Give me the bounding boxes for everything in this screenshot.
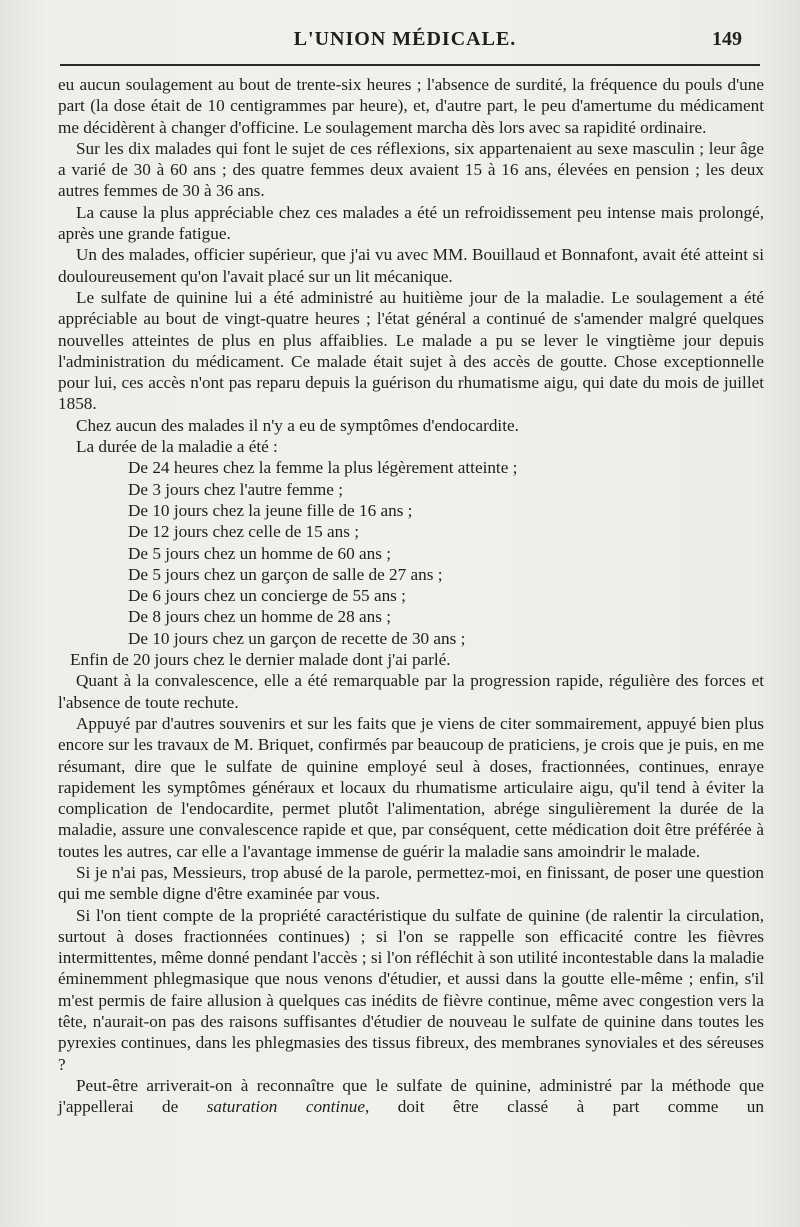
- durations-last-line: Enfin de 20 jours chez le dernier malade dont j'ai parlé.: [70, 650, 451, 670]
- paragraph: Sur les dix malades qui font le sujet de ces réflexions, six appartenaient au sexe masculin ; leur âge a varié de 30 à 60 ans ; des quatre femmes deux avaient 15 à 16 ans, élevées en pension ; les deux autres femmes de 30 à 36 ans.: [58, 138, 764, 201]
- duration-item: De 8 jours chez un homme de 28 ans ;: [128, 607, 391, 627]
- header-rule: [60, 64, 760, 66]
- duration-item: De 12 jours chez celle de 15 ans ;: [128, 522, 359, 542]
- duration-item: De 24 heures chez la femme la plus légèrement atteinte ;: [128, 458, 518, 478]
- page-number: 149: [712, 28, 742, 50]
- paragraph: Un des malades, officier supérieur, que j'ai vu avec MM. Bouillaud et Bonnafont, avait été atteint si douloureusement qu'on l'avait placé sur un lit mécanique.: [58, 245, 764, 286]
- final-text-emphasis: saturation continue: [206, 1097, 366, 1117]
- duration-item: De 10 jours chez la jeune fille de 16 ans ;: [128, 500, 413, 520]
- paragraphs-after: [58, 670, 764, 1075]
- paragraph: La cause la plus appréciable chez ces malades a été un refroidissement peu intense mais prolongé, après une grande fatigue.: [58, 202, 764, 244]
- paragraphs-before: [58, 74, 764, 457]
- paragraph: Appuyé par d'autres souvenirs et sur les faits que je viens de citer sommairement, appuyé bien plus encore sur les travaux de M. Briquet, confirmés par beaucoup de praticiens, je crois que je puis, en me résumant, dire que le sulfate de quinine employé seul à doses, fractionnées, continues, enraye rapidement les symptômes généraux et locaux du rhumatisme articulaire aigu, qu'il tend à éviter la complication de l'endocardite, permet plutôt l'alimentation, abrége singulièrement la durée de la maladie, assure une convalescence rapide et que, par conséquent, cette médication doit être préférée à toutes les autres, car elle a l'avantage immense de guérir la maladie sans amoindrir le malade.: [58, 713, 764, 861]
- final-paragraph: [58, 1075, 764, 1118]
- duration-item: De 5 jours chez un garçon de salle de 27 ans ;: [128, 564, 443, 584]
- final-text-after: , doit être classé à part comme un: [365, 1097, 764, 1117]
- final-text-before: Peut-être arriverait-on à reconnaître que le sulfate de quinine, administré par la méthode que j'appellerai de: [58, 1075, 764, 1117]
- duration-item: De 3 jours chez l'autre femme ;: [128, 479, 343, 499]
- page-header: [60, 28, 750, 56]
- paragraph: Si l'on tient compte de la propriété caractéristique du sulfate de quinine (de ralentir la circulation, surtout à doses fractionnées continues) ; si l'on se rappelle son efficacité contre les fièvres intermittentes, même donné pendant l'accès ; si l'on réfléchit à son utilité incontestable dans la maladie éminemment phlegmasique que nous venons d'étudier, et aussi dans la goutte elle-même ; enfin, s'il m'est permis de faire allusion à quelques cas inédits de fièvre continue, même avec congestion vers la tête, n'aurait-on pas des raisons suffisantes d'étudier de nouveau le sulfate de quinine dans toutes les pyrexies continues, dans les phlegmasies des tissus fibreux, des membranes synoviales et des séreuses ?: [58, 905, 764, 1074]
- running-title: L'UNION MÉDICALE.: [293, 28, 517, 50]
- duration-item: De 6 jours chez un concierge de 55 ans ;: [128, 586, 406, 606]
- duration-item: De 5 jours chez un homme de 60 ans ;: [128, 543, 391, 563]
- body-text: [58, 74, 764, 1118]
- paragraph: Le sulfate de quinine lui a été administré au huitième jour de la maladie. Le soulagement a été appréciable au bout de vingt-quatre heures ; l'état général a continué de s'amender malgré quelques nouvelles atteintes de plus en plus affaiblies. Le malade a pu se lever le vingtième jour depuis l'administration du médicament. Ce malade était sujet à des accès de goutte. Chose exceptionnelle pour lui, ces accès n'ont pas reparu depuis la guérison du rhumatisme aigu, qui date du mois de juillet 1858.: [58, 287, 764, 414]
- paragraph: eu aucun soulagement au bout de trente-six heures ; l'absence de surdité, la fréquence du pouls d'une part (la dose était de 10 centigrammes par heure), et, d'autre part, le peu d'amertume du médicament me décidèrent à changer d'officine. Le soulagement marcha dès lors avec sa rapidité ordinaire.: [58, 75, 764, 137]
- paragraph: Quant à la convalescence, elle a été remarquable par la progression rapide, régulière des forces et l'absence de toute rechute.: [58, 671, 764, 712]
- paragraph: La durée de la maladie a été :: [76, 437, 278, 457]
- durations-list: [128, 457, 764, 649]
- duration-item: De 10 jours chez un garçon de recette de 30 ans ;: [128, 628, 466, 648]
- paragraph: Si je n'ai pas, Messieurs, trop abusé de la parole, permettez-moi, en finissant, de poser une question qui me semble digne d'être examinée par vous.: [58, 862, 764, 904]
- paragraph: Chez aucun des malades il n'y a eu de symptômes d'endocardite.: [76, 415, 519, 435]
